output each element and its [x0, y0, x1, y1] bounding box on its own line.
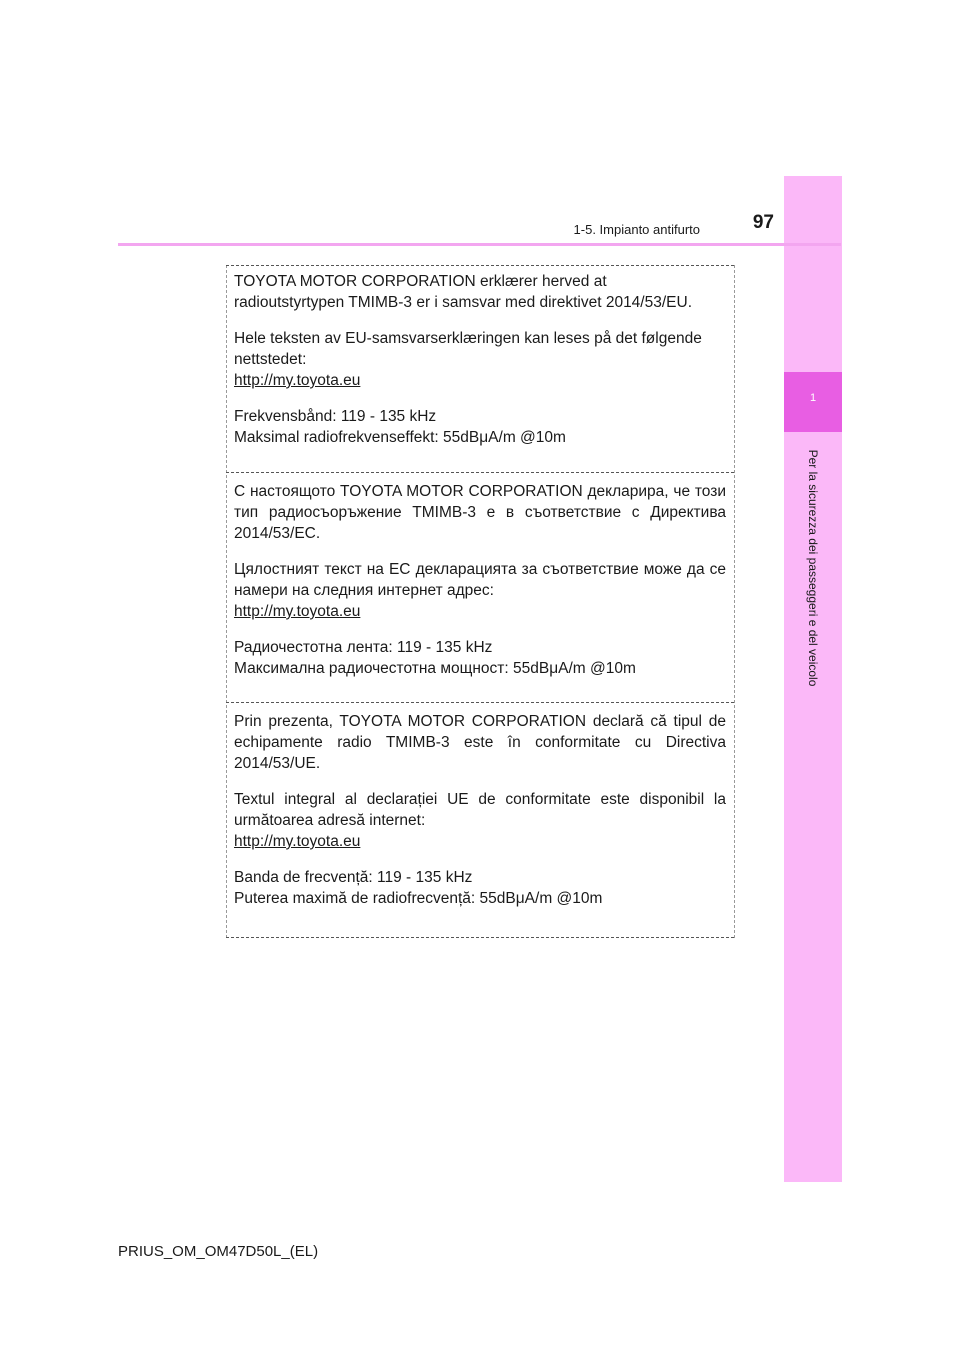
declaration-bulgarian: [226, 472, 734, 702]
section-title: 1-5. Impianto antifurto: [573, 222, 700, 237]
declaration-statement-line: TOYOTA MOTOR CORPORATION erklærer herved at: [234, 273, 607, 290]
page-number: 97: [752, 212, 774, 233]
declaration-full-text-note: Hele teksten av EU-samsvarserklæringen kan leses på det følgende nettstedet:: [234, 330, 702, 368]
declaration-norwegian: [226, 265, 734, 472]
chapter-title: Per la sicurezza dei passeggeri e del veicolo: [806, 449, 820, 687]
max-power: Maksimal radiofrekvenseffekt: 55dBμA/m @10m: [234, 429, 566, 446]
frequency-band: Frekvensbånd: 119 - 135 kHz: [234, 408, 437, 425]
declaration-full-text-note: Textul integral al declarației UE de conformitate este disponibil la următoarea adresă internet:: [234, 791, 726, 829]
max-power: Puterea maximă de radiofrecvență: 55dBμA/m @10m: [234, 890, 603, 907]
document-code: PRIUS_OM_OM47D50L_(EL): [118, 1243, 319, 1260]
declaration-url-link[interactable]: http://my.toyota.eu: [234, 603, 361, 620]
frequency-band: Banda de frecvență: 119 - 135 kHz: [234, 869, 473, 886]
declaration-url-link[interactable]: http://my.toyota.eu: [234, 833, 361, 850]
box-frame-right: [734, 265, 736, 938]
frequency-band: Радиочестотна лента: 119 - 135 kHz: [234, 639, 493, 656]
declaration-statement: С настоящото TOYOTA MOTOR CORPORATION декларира, че този тип радиосъоръжение TMIMB-3 е в съответствие с Директива 2014/53/ЕС.: [234, 483, 726, 542]
declaration-full-text-note: Цялостният текст на ЕС декларацията за съответствие може да се намери на следния интернет адрес:: [234, 561, 726, 599]
declaration-url-link[interactable]: http://my.toyota.eu: [234, 372, 361, 389]
declaration-statement-line: radioutstyrtypen TMIMB-3 er i samsvar med direktivet 2014/53/EU.: [234, 294, 692, 311]
declaration-romanian: [226, 702, 734, 938]
chapter-number: 1: [809, 392, 817, 404]
declaration-statement: Prin prezenta, TOYOTA MOTOR CORPORATION declară că tipul de echipamente radio TMIMB-3 este în conformitate cu Directiva 2014/53/UE.: [234, 713, 726, 772]
max-power: Максимална радиочестотна мощност: 55dBμA/m @10m: [234, 660, 636, 677]
header-rule: [118, 243, 841, 246]
